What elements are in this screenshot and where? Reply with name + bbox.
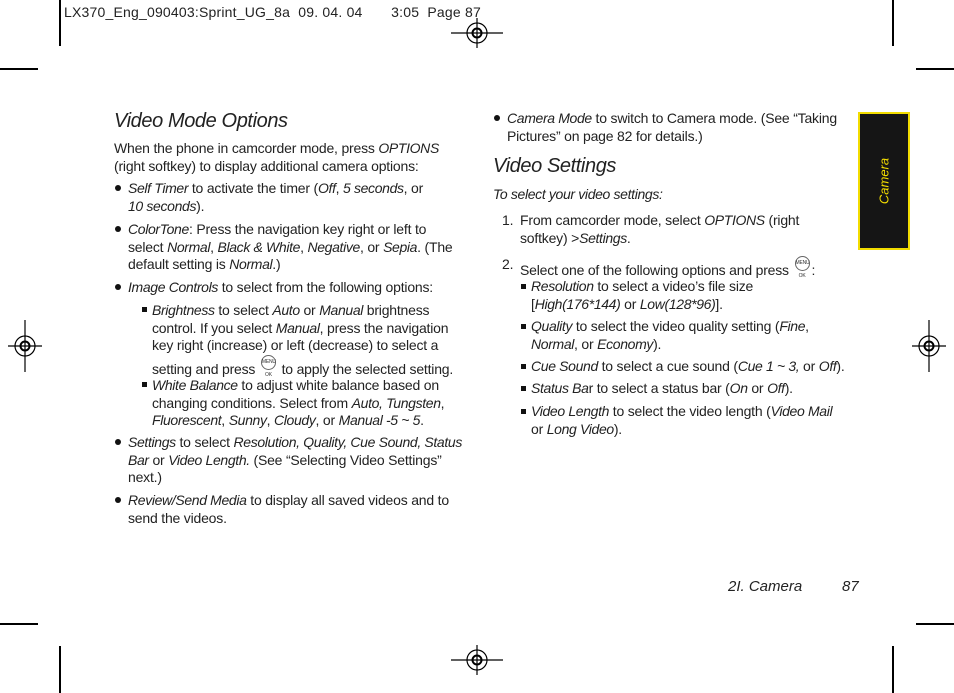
list-item-review-send-media: Review/Send Media to display all saved videos and to send the videos. <box>128 492 449 526</box>
sub-bullet <box>142 382 147 387</box>
sub-bullet <box>142 307 147 312</box>
crop-mark <box>59 0 61 46</box>
list-item-color-tone: ColorTone: Press the navigation key right or left to select Normal, Black & White, Negative, or Sepia. (The default setting is Normal.) <box>128 221 453 272</box>
procedure-subtitle: To select your video settings: <box>493 186 663 202</box>
sub-bullet <box>521 386 526 391</box>
crop-mark <box>59 646 61 693</box>
sub-item-brightness: Brightness to select Auto or Manual brightness control. If you select Manual, press the navigation key right (increase) or left (decrease) to select a setting and press MENU OK to apply the selected setting. <box>152 302 454 378</box>
bullet <box>494 115 500 121</box>
crop-mark <box>892 0 894 46</box>
sub-item-cue-sound: Cue Sound to select a cue sound (Cue 1 ~ 3, or Off). <box>531 358 845 374</box>
sub-bullet <box>521 409 526 414</box>
registration-mark-icon <box>8 320 42 372</box>
section-title-video-mode-options: Video Mode Options <box>114 110 288 132</box>
sub-bullet <box>521 364 526 369</box>
step-number: 2. <box>502 256 514 272</box>
step-1: From camcorder mode, select OPTIONS (right softkey) >Settings. <box>520 212 800 246</box>
chapter-tab-label: Camera <box>876 157 892 205</box>
chapter-tab <box>858 112 910 250</box>
step-2: Select one of the following options and press MENU OK : <box>520 256 850 280</box>
registration-mark-icon <box>451 18 503 48</box>
intro-paragraph: When the phone in camcorder mode, press OPTIONS (right softkey) to display additional camera options: <box>114 140 439 174</box>
sub-item-status-bar: Status Bar to select a status bar (On or Off). <box>531 380 793 396</box>
bullet <box>115 284 121 290</box>
sub-bullet <box>521 324 526 329</box>
list-item-image-controls: Image Controls to select from the following options: <box>128 279 433 295</box>
footer-page-number: 87 <box>842 578 859 595</box>
section-title-video-settings: Video Settings <box>493 155 617 177</box>
registration-mark-icon <box>451 645 503 675</box>
bullet <box>115 185 121 191</box>
sub-item-resolution: Resolution to select a video’s file size [High(176*144) or Low(128*96)]. <box>531 278 754 312</box>
registration-mark-icon <box>912 320 946 372</box>
crop-mark <box>0 68 38 70</box>
crop-mark <box>0 623 38 625</box>
list-item-settings: Settings to select Resolution, Quality, Cue Sound, Status Bar or Video Length. (See “Selecting Video Settings” next.) <box>128 434 462 485</box>
sub-item-quality: Quality to select the video quality setting (Fine, Normal, or Economy). <box>531 318 809 352</box>
footer-section: 2I. Camera <box>728 578 803 595</box>
list-item-self-timer: Self Timer to activate the timer (Off, 5 seconds, or 10 seconds). <box>128 180 424 214</box>
list-item-camera-mode: Camera Mode to switch to Camera mode. (See “Taking Pictures” on page 82 for details.) <box>507 110 837 144</box>
bullet <box>115 439 121 445</box>
ok-key-icon: MENU OK <box>795 256 810 271</box>
bullet <box>115 226 121 232</box>
crop-mark <box>916 68 954 70</box>
ok-key-icon: MENU OK <box>261 355 276 370</box>
crop-mark <box>892 646 894 693</box>
bullet <box>115 497 121 503</box>
sub-item-white-balance: White Balance to adjust white balance based on changing conditions. Select from Auto, Tungsten, Fluorescent, Sunny, Cloudy, or Manual -5 ~ 5. <box>152 377 445 428</box>
crop-mark <box>916 623 954 625</box>
print-header: LX370_Eng_090403:Sprint_UG_8a 09. 04. 04 3:05 Page 87 <box>64 4 481 20</box>
step-number: 1. <box>502 212 514 228</box>
sub-item-video-length: Video Length to select the video length (Video Mail or Long Video). <box>531 403 833 437</box>
sub-bullet <box>521 284 526 289</box>
